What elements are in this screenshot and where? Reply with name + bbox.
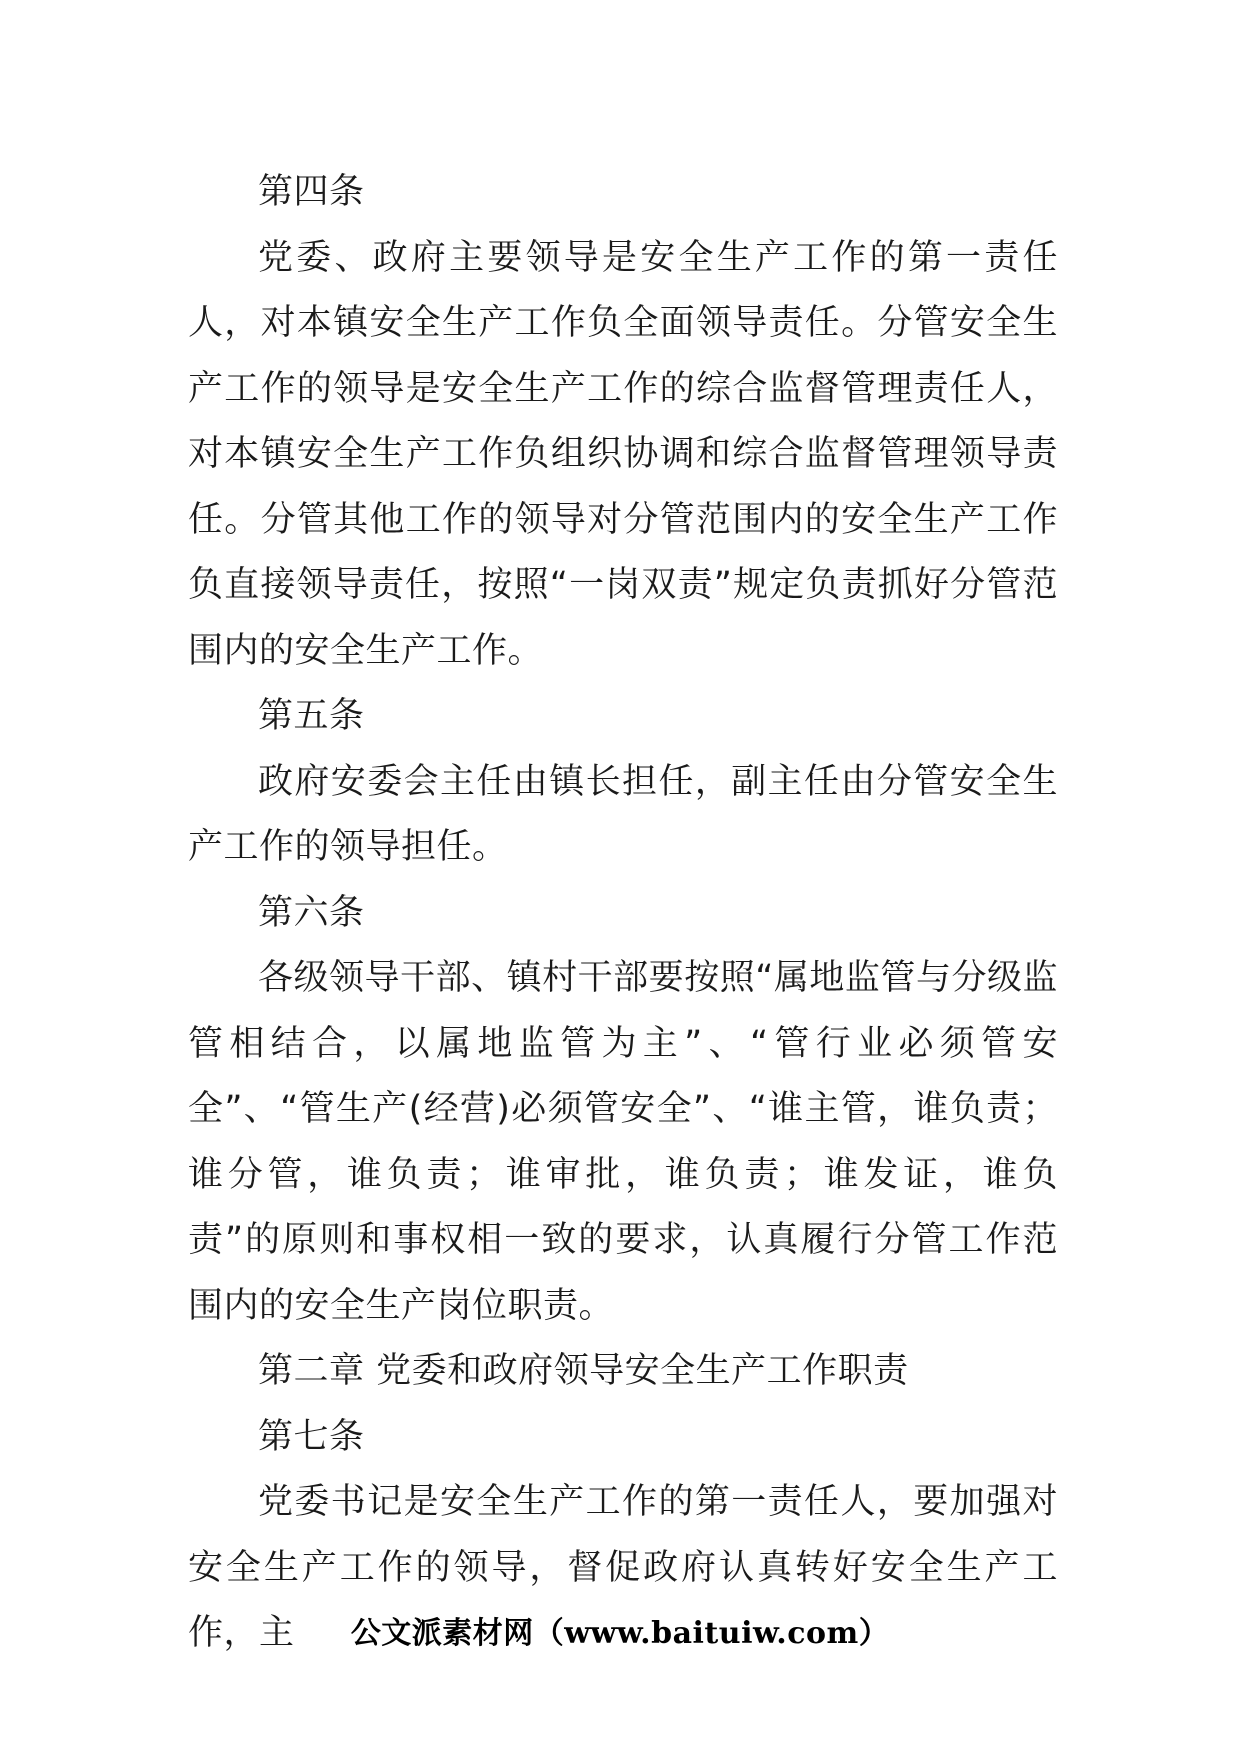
chapter-heading-2: 第二章 党委和政府领导安全生产工作职责	[258, 1351, 909, 1391]
document-body	[188, 160, 1058, 1667]
article-6-text: 各级领导干部、镇村干部要按照“属地监管与分级监管相结合，以属地监管为主”、“管行业必须管安全”、“管生产(经营)必须管安全”、“谁主管，谁负责；谁分管，谁负责；谁审批，谁负责；谁发证，谁负责”的原则和事权相一致的要求，认真履行分管工作范围内的安全生产岗位职责。	[188, 958, 1058, 1326]
article-5-text: 政府安委会主任由镇长担任，副主任由分管安全生产工作的领导担任。	[188, 761, 1058, 867]
article-4-text: 党委、政府主要领导是安全生产工作的第一责任人，对本镇安全生产工作负全面领导责任。分管安全生产工作的领导是安全生产工作的综合监督管理责任人，对本镇安全生产工作负组织协调和综合监督管理领导责任。分管其他工作的领导对分管范围内的安全生产工作负直接领导责任，按照“一岗双责”规定负责抓好分管范围内的安全生产工作。	[188, 237, 1058, 671]
article-heading-7: 第七条	[258, 1416, 365, 1457]
footer-watermark: 公文派素材网（www.baituiw.com）	[350, 1616, 890, 1651]
article-heading-6: 第六条	[258, 892, 365, 933]
article-heading-4: 第四条	[258, 172, 365, 212]
article-7-text: 党委书记是安全生产工作的第一责任人，要加强对安全生产工作的领导，督促政府认真转好安全生产工作，主	[188, 1482, 1058, 1653]
article-heading-5: 第五条	[258, 696, 365, 736]
